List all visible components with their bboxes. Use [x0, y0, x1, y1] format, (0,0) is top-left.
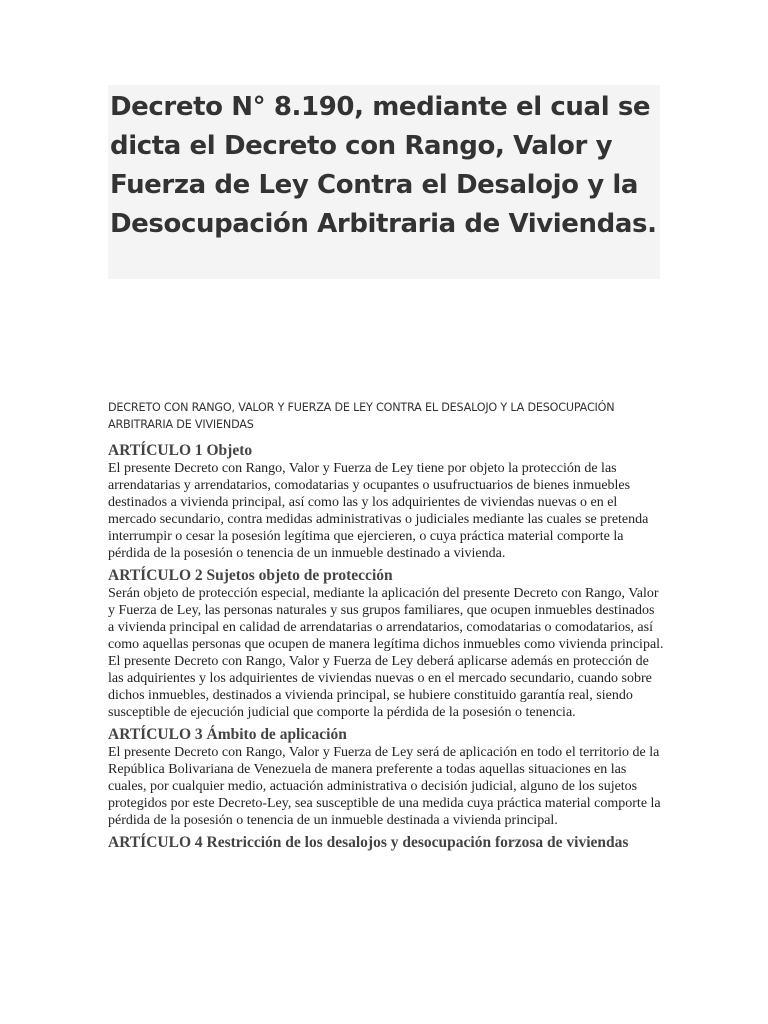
title-banner [108, 85, 660, 279]
document-title: Decreto N° 8.190, mediante el cual se dicta el Decreto con Rango, Valor y Fuerza de Ley Contra el Desalojo y la Desocupación Arbitraria de Viviendas. [110, 92, 657, 239]
article-body: El presente Decreto con Rango, Valor y Fuerza de Ley tiene por objeto la protección de las arrendatarias y arrendatarios, comodatarias y ocupantes o usufructuarios de bienes inmuebles destinados a vivienda principal, así como las y los adquirientes de viviendas nuevas o en el mercado secundario, contra medidas administrativas o judiciales mediante las cuales se pretenda interrumpir o cesar la posesión legítima que ejercieren, o cuya práctica material comporte la pérdida de la posesión o tenencia de un inmueble destinado a vivienda. [108, 461, 649, 561]
articles-list [108, 441, 664, 856]
article-4 [108, 833, 664, 852]
decree-subheading: DECRETO CON RANGO, VALOR Y FUERZA DE LEY CONTRA EL DESALOJO Y LA DESOCUPACIÓN ARBITRARIA DE VIVIENDAS [108, 401, 615, 431]
article-heading: ARTÍCULO 2 Sujetos objeto de protección [108, 567, 393, 584]
article-heading: ARTÍCULO 4 Restricción de los desalojos y desocupación forzosa de viviendas [108, 834, 629, 851]
article-3 [108, 725, 664, 829]
article-heading: ARTÍCULO 1 Objeto [108, 442, 253, 459]
article-2 [108, 566, 664, 721]
article-heading: ARTÍCULO 3 Ámbito de aplicación [108, 726, 347, 743]
article-body: El presente Decreto con Rango, Valor y Fuerza de Ley será de aplicación en todo el territorio de la República Bolivariana de Venezuela de manera preferente a todas aquellas situaciones en las cuales, por cualquier medio, actuación administrativa o decisión judicial, alguno de los sujetos protegidos por este Decreto-Ley, sea susceptible de una medida cuya práctica material comporte la pérdida de la posesión o tenencia de un inmueble destinada a vivienda principal. [108, 745, 661, 828]
article-body: Serán objeto de protección especial, mediante la aplicación del presente Decreto con Rango, Valor y Fuerza de Ley, las personas naturales y sus grupos familiares, que ocupen inmuebles destinados a vivienda principal en calidad de arrendatarias o arrendatarios, comodatarias o comodatarios, así como aquellas personas que ocupen de manera legítima dichos inmuebles como vivienda principal. El presente Decreto con Rango, Valor y Fuerza de Ley deberá aplicarse además en protección de las adquirientes y los adquirientes de viviendas nuevas o en el mercado secundario, cuando sobre dichos inmuebles, destinados a vivienda principal, se hubiere constituido garantía real, siendo susceptible de ejecución judicial que comporte la pérdida de la posesión o tenencia. [108, 586, 664, 720]
article-1 [108, 441, 664, 562]
